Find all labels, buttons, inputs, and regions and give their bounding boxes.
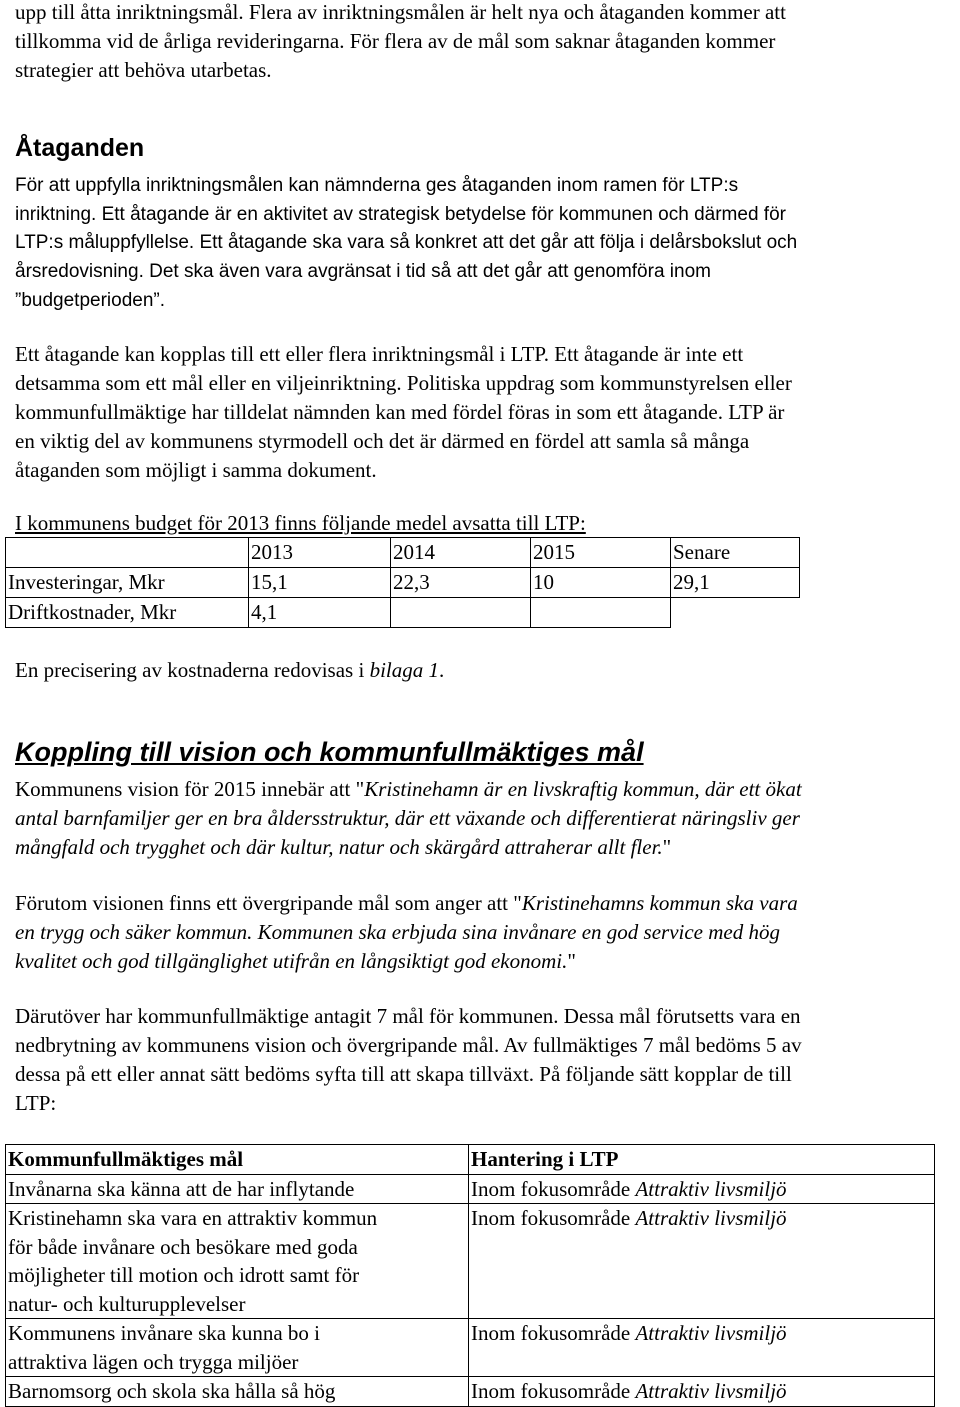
handling-text: Inom fokusområde — [471, 1379, 636, 1403]
overall-quote: Kristinehamns kommun ska vara — [521, 891, 798, 915]
paragraph-line: inriktning. Ett åtagande är en aktivitet av strategisk betydelse för kommunen och därmed för — [15, 203, 786, 225]
goal-line: Kristinehamn ska vara en attraktiv kommun — [8, 1206, 378, 1230]
intro-line: upp till åtta inriktningsmål. Flera av inriktningsmålen är helt nya och åtaganden kommer att — [15, 0, 786, 24]
paragraph-line: LTP:s måluppfyllelse. Ett åtagande ska vara så konkret att det går att följa i delårsbokslut och — [15, 232, 798, 254]
overall-quote: kvalitet och god tillgänglighet utifrån en långsiktigt god ekonomi. — [15, 949, 568, 973]
ataganden-paragraph-2 — [15, 340, 955, 485]
goal-cell — [6, 1377, 469, 1407]
handling-italic: Attraktiv livsmiljö — [635, 1176, 787, 1201]
paragraph-line: åtaganden som möjligt i samma dokument. — [15, 458, 377, 482]
paragraph-line: nedbrytning av kommunens vision och övergripande mål. Av fullmäktiges 7 mål bedöms 5 av — [15, 1033, 802, 1057]
table-row — [6, 1377, 935, 1407]
table-header-cell: Hantering i LTP — [469, 1145, 935, 1175]
table-cell: 29,1 — [671, 568, 800, 598]
vision-quote: mångfald och trygghet och där kultur, natur och skärgård attraherar allt fler. — [15, 835, 663, 859]
vision-suffix: " — [662, 835, 672, 859]
table-header-cell: 2015 — [531, 538, 671, 568]
handling-cell — [469, 1377, 935, 1407]
table-row — [6, 598, 800, 628]
vision-quote: antal barnfamiljer ger en bra åldersstruktur, där ett växande och differentierat näringsliv ger — [15, 806, 800, 830]
table-cell: Driftkostnader, Mkr — [6, 598, 249, 628]
table-cell — [531, 598, 671, 628]
table-row — [6, 1319, 935, 1377]
overall-quote: en trygg och säker kommun. Kommunen ska erbjuda sina invånare en god service med hög — [15, 920, 780, 944]
handling-cell — [469, 1174, 935, 1204]
budget-caption: I kommunens budget för 2013 finns följande medel avsatta till LTP: — [15, 511, 586, 535]
paragraph-line: LTP: — [15, 1091, 57, 1115]
handling-cell — [469, 1319, 935, 1377]
table-header-cell: Kommunfullmäktiges mål — [6, 1145, 469, 1175]
goal-line: för både invånare och besökare med goda — [8, 1234, 358, 1259]
goal-line: möjligheter till motion och idrott samt för — [8, 1263, 360, 1287]
table-row — [6, 1204, 935, 1319]
handling-italic: Attraktiv livsmiljö — [635, 1321, 787, 1345]
paragraph-line: dessa på ett eller annat sätt bedöms syfta till att skapa tillväxt. På följande sätt kopplar de till — [15, 1062, 792, 1086]
table-header-row — [6, 1145, 935, 1175]
vision-quote: Kristinehamn är en livskraftig kommun, där ett ökat — [364, 777, 802, 801]
intro-paragraph — [15, 0, 955, 85]
vision-text: Kommunens vision för 2015 innebär att " — [15, 777, 365, 801]
table-row — [6, 568, 800, 598]
note-italic: bilaga 1 — [369, 658, 439, 682]
table-cell: 22,3 — [391, 568, 531, 598]
handling-italic: Attraktiv livsmiljö — [635, 1206, 787, 1230]
table-header-cell: Senare — [671, 538, 800, 568]
budget-note — [15, 656, 444, 685]
table-cell — [391, 598, 531, 628]
overall-text: Förutom visionen finns ett övergripande mål som anger att " — [15, 891, 522, 915]
table-cell: 15,1 — [249, 568, 391, 598]
goal-line: attraktiva lägen och trygga miljöer — [8, 1349, 299, 1374]
table-header-cell: 2013 — [249, 538, 391, 568]
goal-line: Barnomsorg och skola ska hålla så hög — [8, 1379, 336, 1403]
handling-text: Inom fokusområde — [471, 1176, 636, 1201]
handling-text: Inom fokusområde — [471, 1206, 636, 1230]
table-cell — [671, 598, 800, 628]
table-cell: 10 — [531, 568, 671, 598]
handling-cell — [469, 1204, 935, 1319]
overall-suffix: " — [567, 949, 576, 973]
intro-line: tillkomma vid de årliga revideringarna. För flera av de mål som saknar åtaganden kommer — [15, 29, 776, 53]
note-suffix: . — [438, 658, 445, 682]
handling-italic: Attraktiv livsmiljö — [635, 1379, 787, 1403]
kf-goals-table — [5, 1144, 935, 1407]
paragraph-line: Därutöver har kommunfullmäktige antagit 7 mål för kommunen. Dessa mål förutsetts vara en — [15, 1004, 801, 1028]
handling-text: Inom fokusområde — [471, 1321, 636, 1345]
goal-cell — [6, 1174, 469, 1204]
goal-cell — [6, 1204, 469, 1319]
table-row — [6, 1174, 935, 1204]
paragraph-line: kommunfullmäktige har tilldelat nämnden kan med fördel föras in som ett åtagande. LTP är — [15, 400, 785, 424]
table-cell — [6, 538, 249, 568]
paragraph-line: årsredovisning. Det ska även vara avgränsat i tid så att det går att genomföra inom — [15, 261, 711, 283]
table-cell: 4,1 — [249, 598, 391, 628]
goal-line: Invånarna ska känna att de har inflytande — [8, 1176, 355, 1201]
kf-goals-paragraph — [15, 1002, 955, 1118]
table-header-row — [6, 538, 800, 568]
paragraph-line: en viktig del av kommunens styrmodell och det är därmed en fördel att samla så många — [15, 429, 750, 453]
goal-line: natur- och kulturupplevelser — [8, 1291, 246, 1316]
table-cell: Investeringar, Mkr — [6, 568, 249, 598]
paragraph-line: Ett åtagande kan kopplas till ett eller flera inriktningsmål i LTP. Ett åtagande är inte ett — [15, 342, 744, 366]
ataganden-heading: Åtaganden — [15, 134, 145, 162]
paragraph-line: ”budgetperioden”. — [15, 289, 165, 311]
paragraph-line: För att uppfylla inriktningsmålen kan nämnderna ges åtaganden inom ramen för LTP:s — [15, 175, 739, 196]
goal-line: Kommunens invånare ska kunna bo i — [8, 1321, 321, 1345]
paragraph-line: detsamma som ett mål eller en viljeinriktning. Politiska uppdrag som kommunstyrelsen eller — [15, 371, 792, 395]
koppling-heading: Koppling till vision och kommunfullmäktiges mål — [15, 737, 644, 767]
vision-paragraph — [15, 775, 955, 862]
note-text: En precisering av kostnaderna redovisas i — [15, 658, 370, 682]
table-header-cell: 2014 — [391, 538, 531, 568]
intro-line: strategier att behöva utarbetas. — [15, 58, 272, 82]
ataganden-paragraph-1 — [15, 172, 955, 316]
overall-goal-paragraph — [15, 889, 955, 976]
budget-table — [5, 537, 800, 628]
goal-cell — [6, 1319, 469, 1377]
